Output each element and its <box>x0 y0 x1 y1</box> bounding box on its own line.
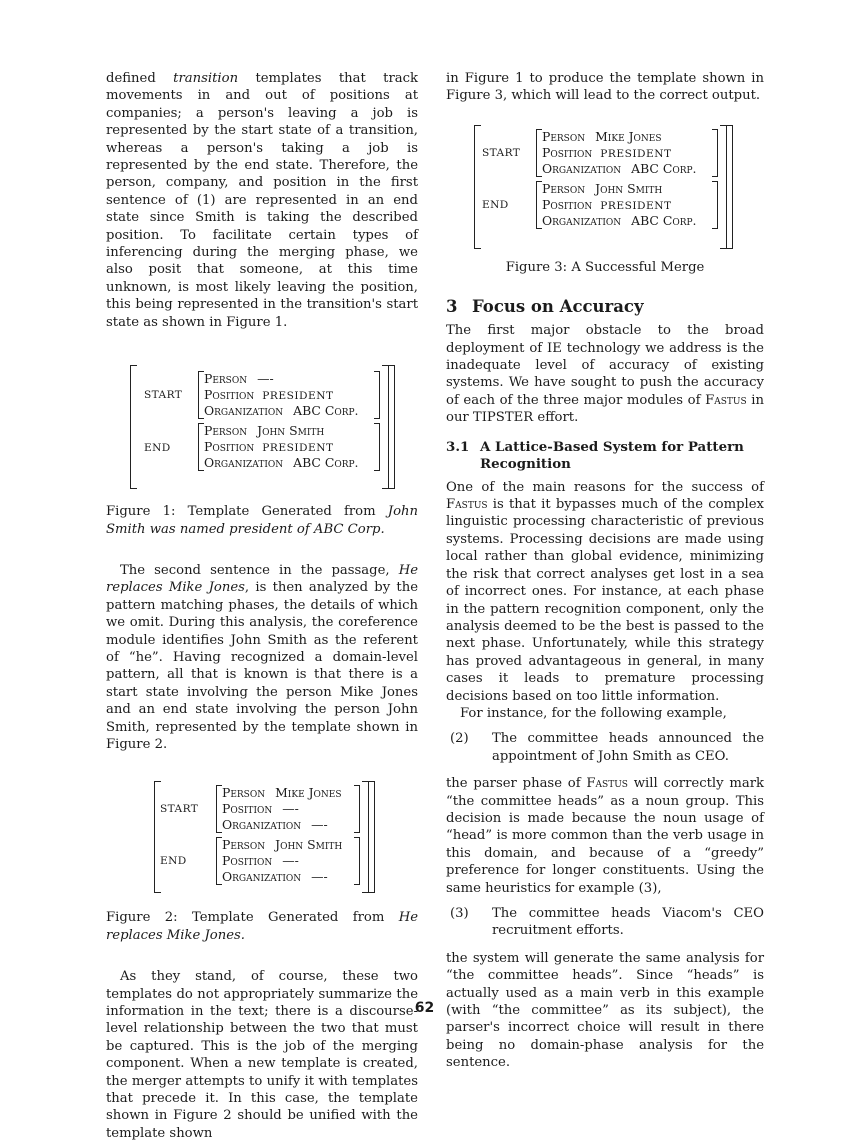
start-label: START <box>144 389 183 402</box>
paragraph: One of the main reasons for the success of Fastus is that it bypasses much of the complex linguistic processing characteristic of previous systems. Processing decisions are made using local rather than global evidence, minimizing the risk that correct analyses get lost in a sea of incorrect ones. For instance, at each phase in the pattern recognition component, only the analysis deemed to be the best is passed to the next phase. Unfortunately, while this strategy has proved advantageous in general, in many cases it leads to premature processing decisions based on too little information. <box>446 479 764 704</box>
end-label: END <box>482 198 509 211</box>
end-label: END <box>144 442 171 455</box>
page-number: 62 <box>414 1000 435 1016</box>
figure-1-caption: Figure 1: Template Generated from John Smith was named president of ABC Corp. <box>106 504 418 537</box>
example-2: (2) The committee heads announced the appointment of John Smith as CEO. <box>450 731 764 764</box>
paragraph: the system will generate the same analysis for “the committee heads”. Since “heads” is actually used as a main verb in this example (with “the committee” as its subject), the parser's incorrect choice will result in there being no domain-phase analysis for the sentence. <box>446 950 764 1071</box>
paragraph: defined transition templates that track movements in and out of positions at companies; a person's leaving a job is represented by the start state of a transition, whereas a person's taking a job is represented by the end state. Therefore, the person, company, and position in the first sentence of (1) are represented in an end state since Smith is taking the described position. To facilitate certain types of inferencing during the merging phase, we also posit that someone, at this time unknown, is most likely leaving the position, this being represented in the transition's start state as shown in Figure 1. <box>106 71 419 330</box>
example-3: (3) The committee heads Viacom's CEO recruitment efforts. <box>450 906 764 939</box>
right-column <box>446 70 764 1072</box>
paragraph: The first major obstacle to the broad deployment of IE technology we address is the inadequate level of accuracy of existing systems. We have sought to push the accuracy of each of the three major modules of Fastus in our TIPSTER effort. <box>446 323 764 426</box>
end-label: END <box>160 855 187 868</box>
figure-2-caption: Figure 2: Template Generated from He replaces Mike Jones. <box>106 910 418 943</box>
start-label: START <box>160 803 199 816</box>
section-heading: 3 Focus on Accuracy <box>446 297 644 317</box>
figure-3-caption: Figure 3: A Successful Merge <box>505 259 705 275</box>
start-label: START <box>482 146 521 159</box>
figure-3-template: START Person Mike Jones Position PRESIDENT Organization ABC Corp. END Person John Smith Position PRESIDENT Organization ABC Corp. <box>474 125 734 249</box>
paragraph: the parser phase of Fastus will correctly mark “the committee heads” as a noun group. This decision is made because the noun usage of “head” is more common than the verb usage in this domain, and because of a “greedy” preference for longer constituents. Using the same heuristics for example (3), <box>446 776 764 896</box>
figure-2-template: START Person Mike Jones Position —- Organization —- END Person John Smith Position —- Organization —- <box>154 781 376 893</box>
figure-1-template: START Person —- Position PRESIDENT Organization ABC Corp. END Person John Smith Position PRESIDENT Organization ABC Corp. <box>130 365 396 489</box>
paragraph: in Figure 1 to produce the template shown in Figure 3, which will lead to the correct output. <box>446 71 764 104</box>
paragraph: As they stand, of course, these two templates do not appropriately summarize the information in the text; there is a discourse-level relationship between the two that must be captured. This is the job of the merging component. When a new template is created, the merger attempts to unify it with templates that precede it. In this case, the template shown in Figure 2 should be unified with the template shown <box>106 969 418 1141</box>
paragraph: The second sentence in the passage, He replaces Mike Jones, is then analyzed by the pattern matching phases, the details of which we omit. During this analysis, the coreference module identifies John Smith as the referent of “he”. Having recognized a domain-level pattern, all that is known is that there is a start state involving the person Mike Jones and an end state involving the person John Smith, represented by the template shown in Figure 2. <box>106 562 419 752</box>
subsection-heading: 3.1 A Lattice-Based System for Pattern Recognition <box>446 438 744 472</box>
paragraph: For instance, for the following example, <box>460 705 727 721</box>
left-column <box>106 70 418 1142</box>
